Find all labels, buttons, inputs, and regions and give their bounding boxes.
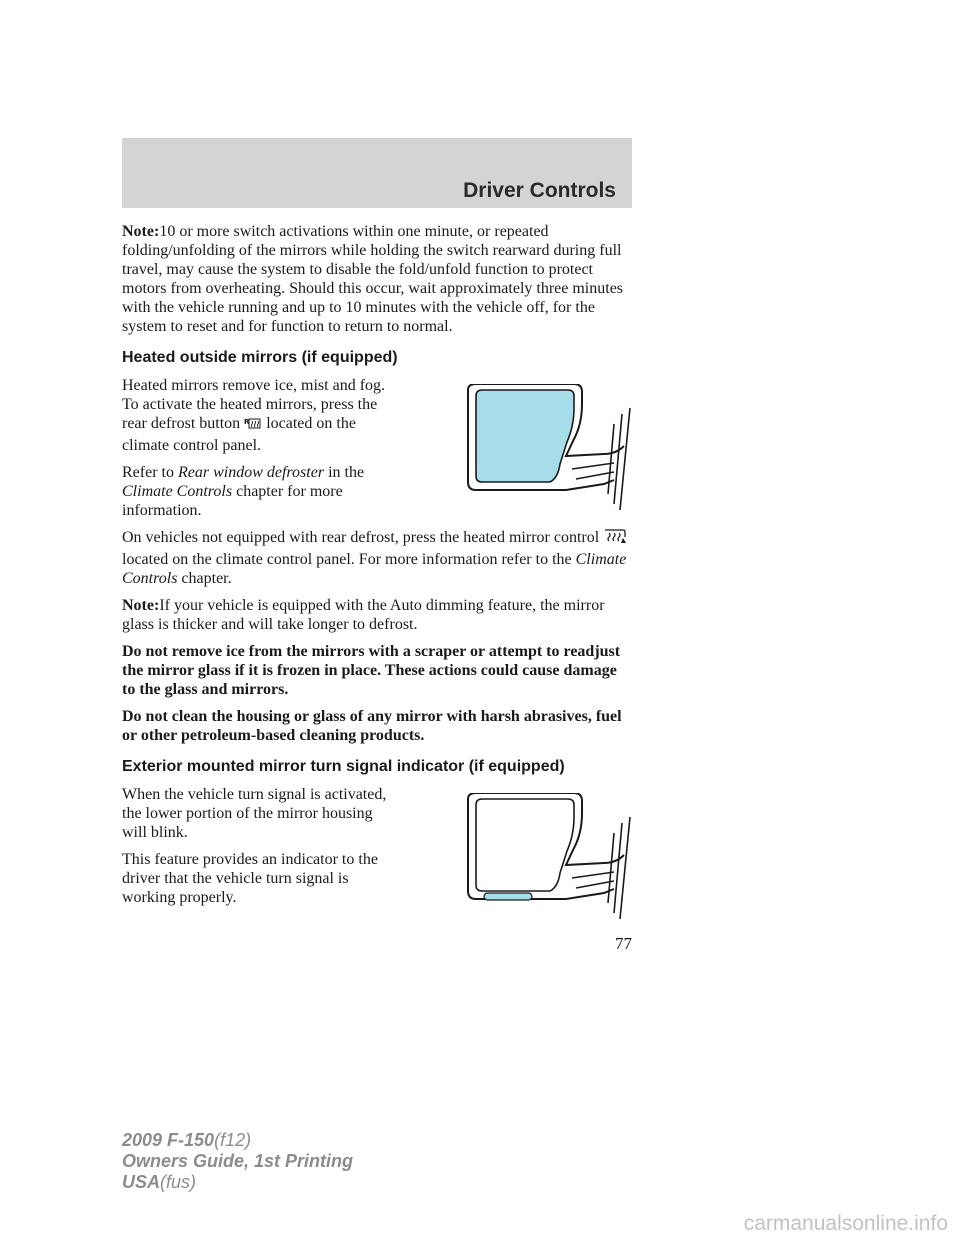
chapter-header [122,138,632,208]
warning-harsh-abrasives: Do not clean the housing or glass of any mirror with harsh abrasives, fuel or other petroleum-based cleaning products. [122,708,622,744]
heated-para-2: Refer to Rear window defroster in the Climate Controls chapter for more information. [122,464,365,519]
heated-mirrors-heading: Heated outside mirrors (if equipped) [122,349,398,366]
heated-para-3: On vehicles not equipped with rear defrost, press the heated mirror control located on the climate control panel. For more information refer to the Climate Controls chapter. [122,529,627,587]
rear-window-defroster-ref: Rear window defroster [177,464,325,481]
print-footer [122,1130,353,1193]
note-fold-paragraph [122,222,632,336]
chapter-title: Driver Controls [463,179,616,202]
footer-market-code: (fus) [160,1172,197,1192]
auto-dim-note: Note:If your vehicle is equipped with the Auto dimming feature, the mirror glass is thicker and will take longer to defrost. [122,597,605,633]
footer-model-code: (f12) [214,1130,252,1150]
turn-signal-para-2: This feature provides an indicator to the driver that the vehicle turn signal is working properly. [122,851,378,906]
climate-controls-ref: Climate Controls [122,483,233,500]
footer-guide: Owners Guide, 1st Printing [122,1151,354,1171]
heated-mirrors-section [122,376,632,520]
heated-mirror-icon [603,528,627,550]
note-label: Note: [122,223,160,240]
svg-text:R: R [244,418,250,426]
rear-defrost-icon [244,417,262,436]
watermark: carmanualsonline.info [743,1212,948,1235]
page-content [122,222,632,915]
turn-signal-section [122,785,632,907]
note-label: Note: [122,597,160,614]
climate-controls-ref-2: Climate Controls [122,551,627,587]
footer-market: USA [122,1172,161,1192]
page-number: 77 [615,934,632,953]
heated-mirror-illustration [454,384,632,511]
turn-signal-mirror-illustration [454,793,632,920]
heated-para-1: Heated mirrors remove ice, mist and fog. To activate the heated mirrors, press the rear defrost button R located on the climate control panel. [122,377,386,454]
footer-model: 2009 F-150 [122,1130,215,1150]
note-text: 10 or more switch activations within one minute, or repeated folding/unfolding of the mirrors while holding the switch rearward during full travel, may cause the system to disable the fold/unfold function to protect motors from overheating. Should this occur, wait approximately three minutes with the vehicle running and up to 10 minutes with the vehicle off, for the system to reset and for function to return to normal. [122,223,624,335]
turn-signal-para-1: When the vehicle turn signal is activated, the lower portion of the mirror housing will blink. [122,786,387,841]
warning-ice-scraper: Do not remove ice from the mirrors with a scraper or attempt to readjust the mirror glass if it is frozen in place. These actions could cause damage to the glass and mirrors. [122,643,621,698]
turn-signal-heading: Exterior mounted mirror turn signal indicator (if equipped) [122,758,565,775]
